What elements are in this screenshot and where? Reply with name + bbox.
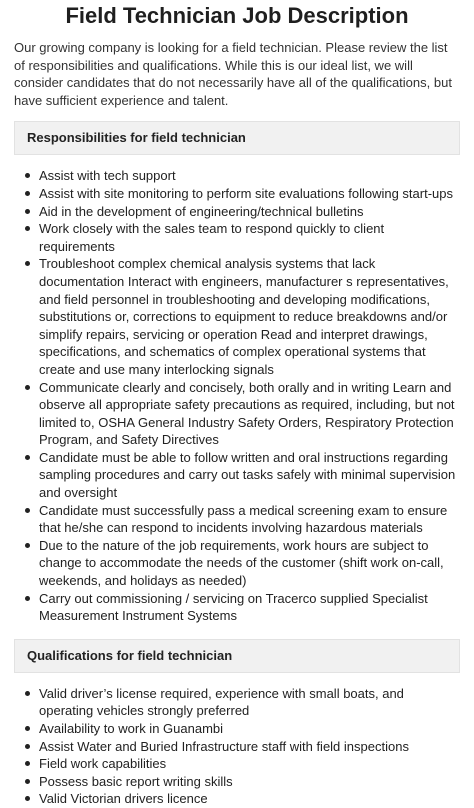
list-item: Aid in the development of engineering/technical bulletins [39, 203, 460, 221]
list-item: Possess basic report writing skills [39, 773, 460, 791]
list-item: Work closely with the sales team to respond quickly to client requirements [39, 220, 460, 255]
list-item: Candidate must successfully pass a medical screening exam to ensure that he/she can respond to incidents involving hazardous materials [39, 502, 460, 537]
qualifications-list [14, 685, 460, 808]
page-title: Field Technician Job Description [65, 3, 409, 28]
list-item: Assist with tech support [39, 167, 460, 185]
responsibilities-list [14, 167, 460, 624]
list-item: Assist with site monitoring to perform site evaluations following start-ups [39, 185, 460, 203]
list-item: Candidate must be able to follow written and oral instructions regarding sampling procedures and carry out tasks safely with minimal supervision and oversight [39, 449, 460, 502]
intro-paragraph: Our growing company is looking for a field technician. Please review the list of responsibilities and qualifications. While this is our ideal list, we will consider candidates that do not necessarily have all of the qualifications, but have sufficient experience and talent. [14, 40, 452, 108]
qualifications-section [14, 639, 460, 808]
list-item: Troubleshoot complex chemical analysis systems that lack documentation Interact with engineers, manufacturer s representatives, and field personnel in troubleshooting and developing modifications, substitutions or, corrections to equipment to reduce breakdowns and/or simplify repairs, servicing or operation Read and interpret drawings, specifications, and schematics of complex operational systems that create and use many interlocking signals [39, 255, 460, 378]
responsibilities-header: Responsibilities for field technician [14, 121, 460, 155]
responsibilities-section [14, 121, 460, 624]
list-item: Assist Water and Buried Infrastructure staff with field inspections [39, 738, 460, 756]
list-item: Due to the nature of the job requirements, work hours are subject to change to accommodate the needs of the customer (shift work on-call, weekends, and holidays as needed) [39, 537, 460, 590]
list-item: Valid Victorian drivers licence [39, 790, 460, 808]
list-item: Valid driver’s license required, experience with small boats, and operating vehicles strongly preferred [39, 685, 460, 720]
list-item: Availability to work in Guanambi [39, 720, 460, 738]
list-item: Communicate clearly and concisely, both orally and in writing Learn and observe all appropriate safety precautions as required, including, but not limited to, OSHA General Industry Safety Orders, Respiratory Protection Program, and Safety Directives [39, 379, 460, 449]
qualifications-header: Qualifications for field technician [14, 639, 460, 673]
list-item: Carry out commissioning / servicing on Tracerco supplied Specialist Measurement Instrument Systems [39, 590, 460, 625]
list-item: Field work capabilities [39, 755, 460, 773]
